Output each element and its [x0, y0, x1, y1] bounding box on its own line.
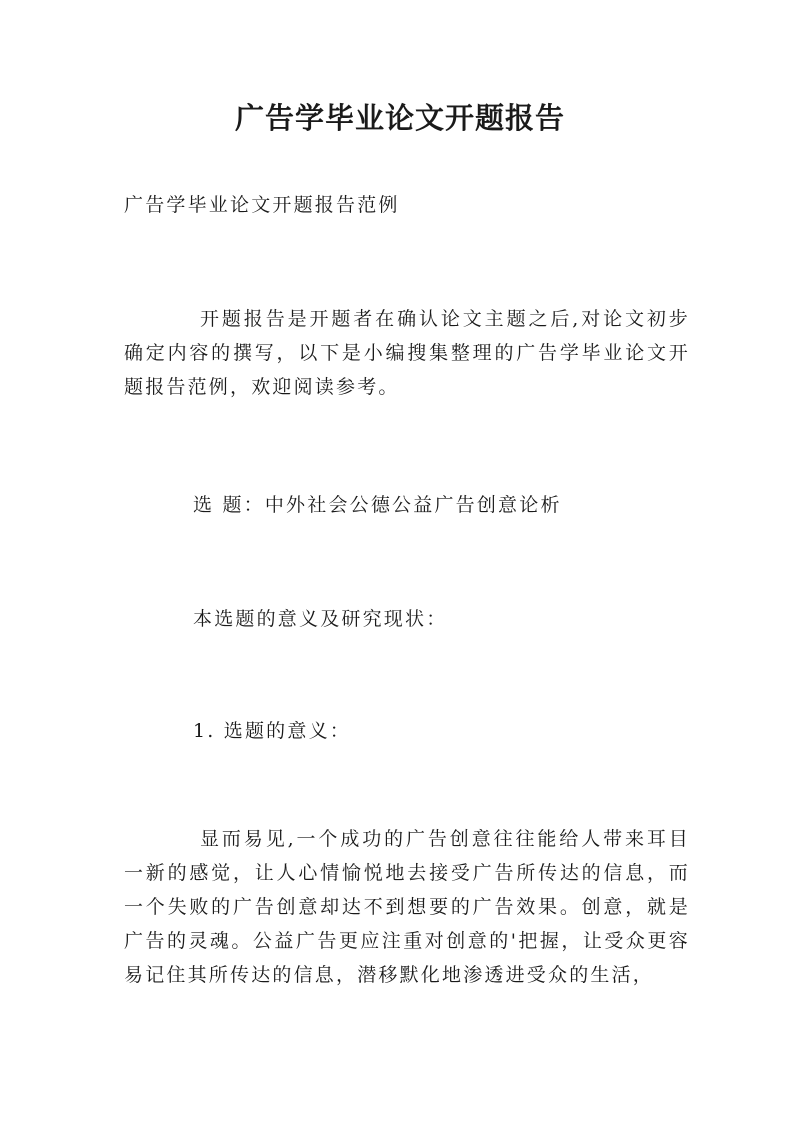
intro-paragraph: 开题报告是开题者在确认论文主题之后,对论文初步确定内容的撰写，以下是小编搜集整理的广告学毕业论文开题报告范例，欢迎阅读参考。 — [124, 308, 690, 398]
document-subtitle: 广告学毕业论文开题报告范例 — [124, 194, 400, 216]
subsection-heading: 1. 选题的意义： — [193, 720, 351, 742]
topic-line: 选 题：中外社会公德公益广告创意论析 — [193, 494, 562, 516]
body-paragraph: 显而易见,一个成功的广告创意往往能给人带来耳目一新的感觉，让人心情愉悦地去接受广告所传达的信息，而一个失败的广告创意却达不到想要的广告效果。创意，就是广告的灵魂。公益广告更应注重对创意的'把握，让受众更容易记住其所传达的信息，潜移默化地渗透进受众的生活， — [124, 828, 690, 986]
document-title: 广告学毕业论文开题报告 — [234, 101, 565, 135]
section-heading: 本选题的意义及研究现状： — [193, 608, 448, 630]
